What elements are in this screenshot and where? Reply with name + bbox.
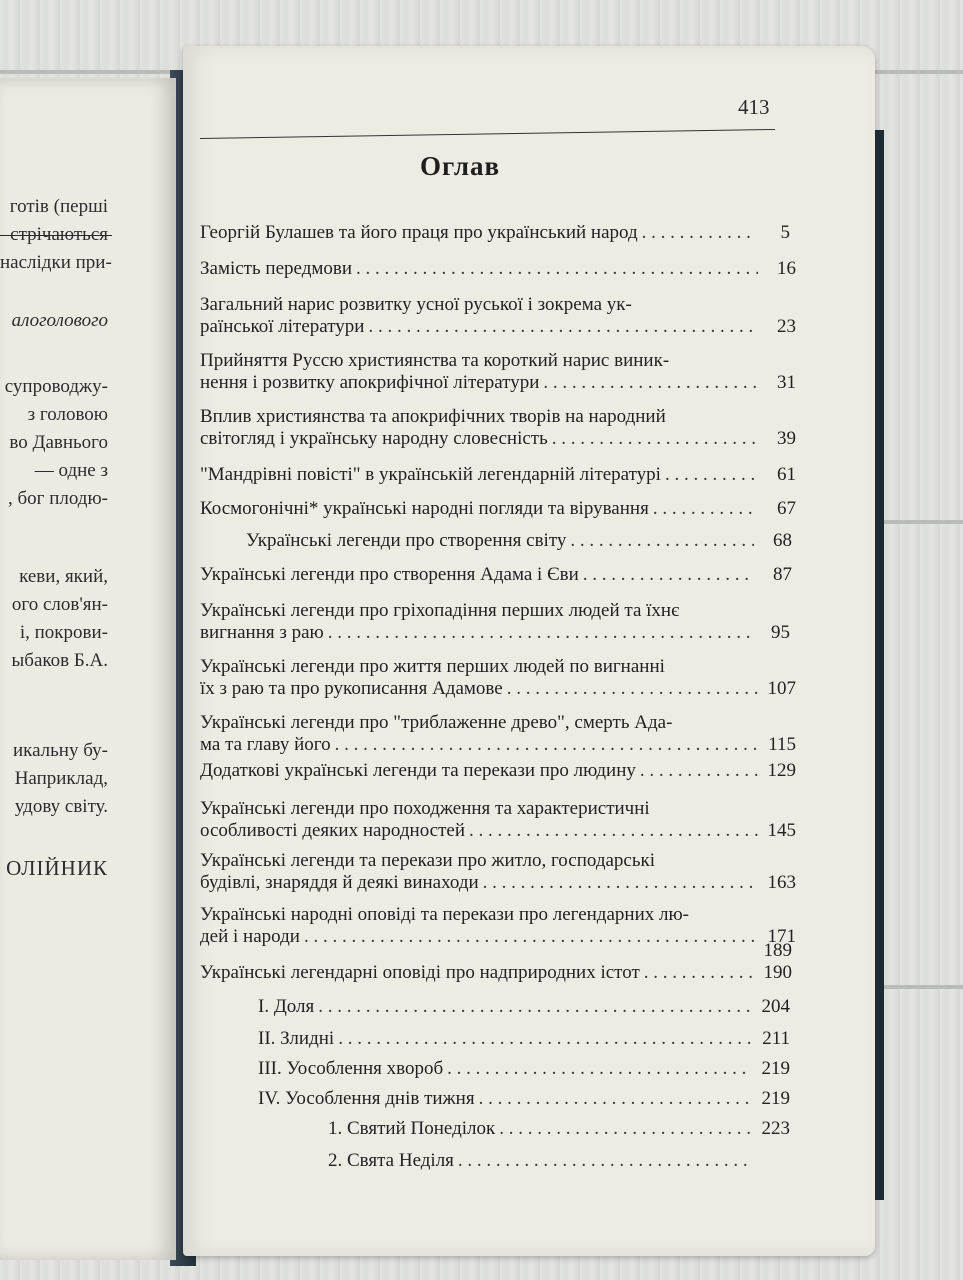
toc-entry-text: Українські легенди про створення Адама і Єви bbox=[200, 564, 579, 585]
toc-entry bbox=[200, 600, 790, 644]
left-line: наслідки при- bbox=[0, 252, 112, 273]
toc-entry-text: Георгій Булашев та його праця про український народ bbox=[200, 222, 638, 243]
leader-dots bbox=[335, 734, 758, 756]
toc-entry bbox=[200, 760, 796, 782]
left-line: ОЛІЙНИК bbox=[6, 856, 108, 880]
toc-entry-text: особливості деяких народностей bbox=[200, 820, 466, 841]
toc-entry bbox=[328, 1150, 790, 1172]
leader-dots bbox=[644, 962, 754, 984]
toc-page-number: 107 bbox=[767, 678, 796, 699]
leader-dots bbox=[640, 760, 758, 782]
toc-entry bbox=[200, 222, 790, 244]
toc-entry bbox=[258, 1028, 790, 1050]
page-title: Оглав bbox=[420, 151, 501, 181]
toc-page-number: 95 bbox=[771, 622, 790, 643]
toc-entry bbox=[200, 798, 796, 842]
toc-entry-text: нення і розвитку апокрифічної літератури bbox=[200, 372, 540, 393]
leader-dots bbox=[458, 1150, 752, 1172]
leader-dots bbox=[653, 498, 758, 520]
toc-page-number: 129 bbox=[767, 760, 796, 781]
leader-dots bbox=[469, 820, 758, 842]
toc-entry-text: Українські легендарні оповіді про надприродних істот bbox=[200, 962, 640, 983]
leader-dots bbox=[483, 872, 758, 894]
toc-page-number: 171 bbox=[767, 926, 796, 947]
toc-page-number: 219 bbox=[761, 1088, 790, 1109]
toc-entry-text: Українські легенди про походження та характеристичні bbox=[200, 798, 650, 819]
toc-entry-text: Українські легенди про життя перших людей по вигнанні bbox=[200, 656, 665, 677]
toc-entry-text: IV. Уособлення днів тижня bbox=[258, 1088, 475, 1109]
toc-entry-text: "Мандрівні повісті" в українській легендарній літературі bbox=[200, 464, 661, 485]
toc-entry bbox=[258, 1088, 790, 1110]
toc-page-number: 16 bbox=[777, 258, 796, 279]
left-line: кеви, який, bbox=[19, 566, 108, 587]
toc-page-number: 39 bbox=[777, 428, 796, 449]
leader-dots bbox=[543, 372, 758, 394]
toc-page-number: 61 bbox=[777, 464, 796, 485]
toc-entry bbox=[200, 258, 796, 280]
toc-entry bbox=[200, 850, 796, 894]
toc-entry-text: Українські легенди про створення світу bbox=[246, 530, 567, 551]
left-line: стрічаються bbox=[10, 224, 108, 245]
leader-dots bbox=[642, 222, 752, 244]
left-line: з головою bbox=[27, 404, 108, 425]
toc-entry-text: будівлі, знаряддя й деякі винаходи bbox=[200, 872, 479, 893]
toc-page-number: 145 bbox=[767, 820, 796, 841]
toc-entry-text: Замість передмови bbox=[200, 258, 353, 279]
left-line: удову світу. bbox=[14, 796, 108, 817]
toc-page-number: 211 bbox=[762, 1028, 790, 1049]
leader-dots bbox=[552, 428, 758, 450]
leader-dots bbox=[447, 1058, 752, 1080]
leader-dots bbox=[570, 530, 754, 552]
left-line: і, покрови- bbox=[19, 622, 108, 643]
left-line: ыбаков Б.А. bbox=[11, 650, 108, 671]
toc-page-number: 87 bbox=[773, 564, 792, 585]
toc-entry-text: вигнання з раю bbox=[200, 622, 324, 643]
leader-dots bbox=[328, 622, 752, 644]
toc-entry-text: Загальний нарис розвитку усної руської і зокрема ук- bbox=[200, 294, 632, 315]
toc-entry-text: їх з раю та про рукописання Адамове bbox=[200, 678, 503, 699]
toc-entry-text: III. Уособлення хвороб bbox=[258, 1058, 444, 1079]
toc-page-number: 189 bbox=[763, 940, 792, 961]
leader-dots bbox=[583, 564, 754, 586]
left-line: готів (перші bbox=[9, 196, 108, 217]
left-line: во Давнього bbox=[9, 432, 108, 453]
toc-entry-text: Вплив християнства та апокрифічних творів на народний bbox=[200, 406, 666, 427]
toc-entry-text: дей і народи bbox=[200, 926, 300, 947]
leader-dots bbox=[304, 926, 758, 948]
leader-dots bbox=[499, 1118, 752, 1140]
toc-page-number: 115 bbox=[768, 734, 796, 755]
toc-entry-text: II. Злидні bbox=[258, 1028, 335, 1049]
toc-entry bbox=[200, 656, 796, 700]
toc-entry bbox=[200, 962, 792, 984]
toc-page-number: 223 bbox=[761, 1118, 790, 1139]
toc-page-number: 190 bbox=[763, 962, 792, 983]
toc-entry-text: Українські народні оповіді та перекази про легендарних лю- bbox=[200, 904, 689, 925]
toc-entry-text: 1. Святий Понеділок bbox=[328, 1118, 496, 1139]
leader-dots bbox=[338, 1028, 752, 1050]
left-line: супроводжу- bbox=[4, 376, 108, 397]
toc-entry-text: Космогонічні* українські народні погляди та вірування bbox=[200, 498, 649, 519]
toc-page-number: 163 bbox=[767, 872, 796, 893]
toc-page-number: 5 bbox=[780, 222, 790, 243]
left-line: , бог плодю- bbox=[7, 488, 108, 509]
toc-page-number: 23 bbox=[777, 316, 796, 337]
toc-entry bbox=[328, 1118, 790, 1140]
toc-entry bbox=[258, 996, 790, 1018]
toc-entry bbox=[200, 564, 792, 586]
toc-page-number: 204 bbox=[761, 996, 790, 1017]
toc-entry-text: Українські легенди про гріхопадіння перших людей та їхнє bbox=[200, 600, 680, 621]
toc-entry-text: Українські легенди про "триблаженне древо", смерть Ада- bbox=[200, 712, 673, 733]
leader-dots bbox=[665, 464, 758, 486]
toc-entry bbox=[258, 1058, 790, 1080]
toc-entry bbox=[200, 294, 796, 338]
toc-entry-text: Прийняття Руссю християнства та короткий нарис виник- bbox=[200, 350, 670, 371]
page-number: 413 bbox=[738, 95, 770, 119]
toc-entry bbox=[200, 350, 796, 394]
left-line: Наприклад, bbox=[14, 768, 108, 789]
toc-entry-text: ма та главу його bbox=[200, 734, 331, 755]
toc-entry bbox=[200, 712, 796, 756]
toc-page-number: 219 bbox=[761, 1058, 790, 1079]
left-line: — одне з bbox=[34, 460, 108, 481]
left-line: икальну бу- bbox=[12, 740, 108, 761]
leader-dots bbox=[356, 258, 758, 280]
toc-entry bbox=[200, 498, 796, 520]
toc-entry-text: Українські легенди та перекази про житло, господарські bbox=[200, 850, 656, 871]
toc-entry bbox=[200, 904, 796, 948]
leader-dots bbox=[507, 678, 758, 700]
toc-entry bbox=[246, 530, 792, 552]
toc-page-number: 68 bbox=[773, 530, 792, 551]
toc-entry bbox=[740, 940, 792, 962]
toc-entry bbox=[200, 464, 796, 486]
leader-dots bbox=[479, 1088, 752, 1110]
toc-page-number: 31 bbox=[777, 372, 796, 393]
toc-entry-text: Додаткові українські легенди та перекази про людину bbox=[200, 760, 636, 781]
toc-entry bbox=[200, 406, 796, 450]
leader-dots bbox=[368, 316, 758, 338]
left-line: алоголового bbox=[11, 310, 108, 331]
toc-entry-text: 2. Свята Неділя bbox=[328, 1150, 454, 1171]
leader-dots bbox=[318, 996, 752, 1018]
toc-page-number: 67 bbox=[777, 498, 796, 519]
toc-entry-text: раїнської літератури bbox=[200, 316, 365, 337]
toc-entry-text: I. Доля bbox=[258, 996, 315, 1017]
left-line: ого слов'ян- bbox=[11, 594, 108, 615]
toc-entry-text: світогляд і українську народну словесність bbox=[200, 428, 548, 449]
